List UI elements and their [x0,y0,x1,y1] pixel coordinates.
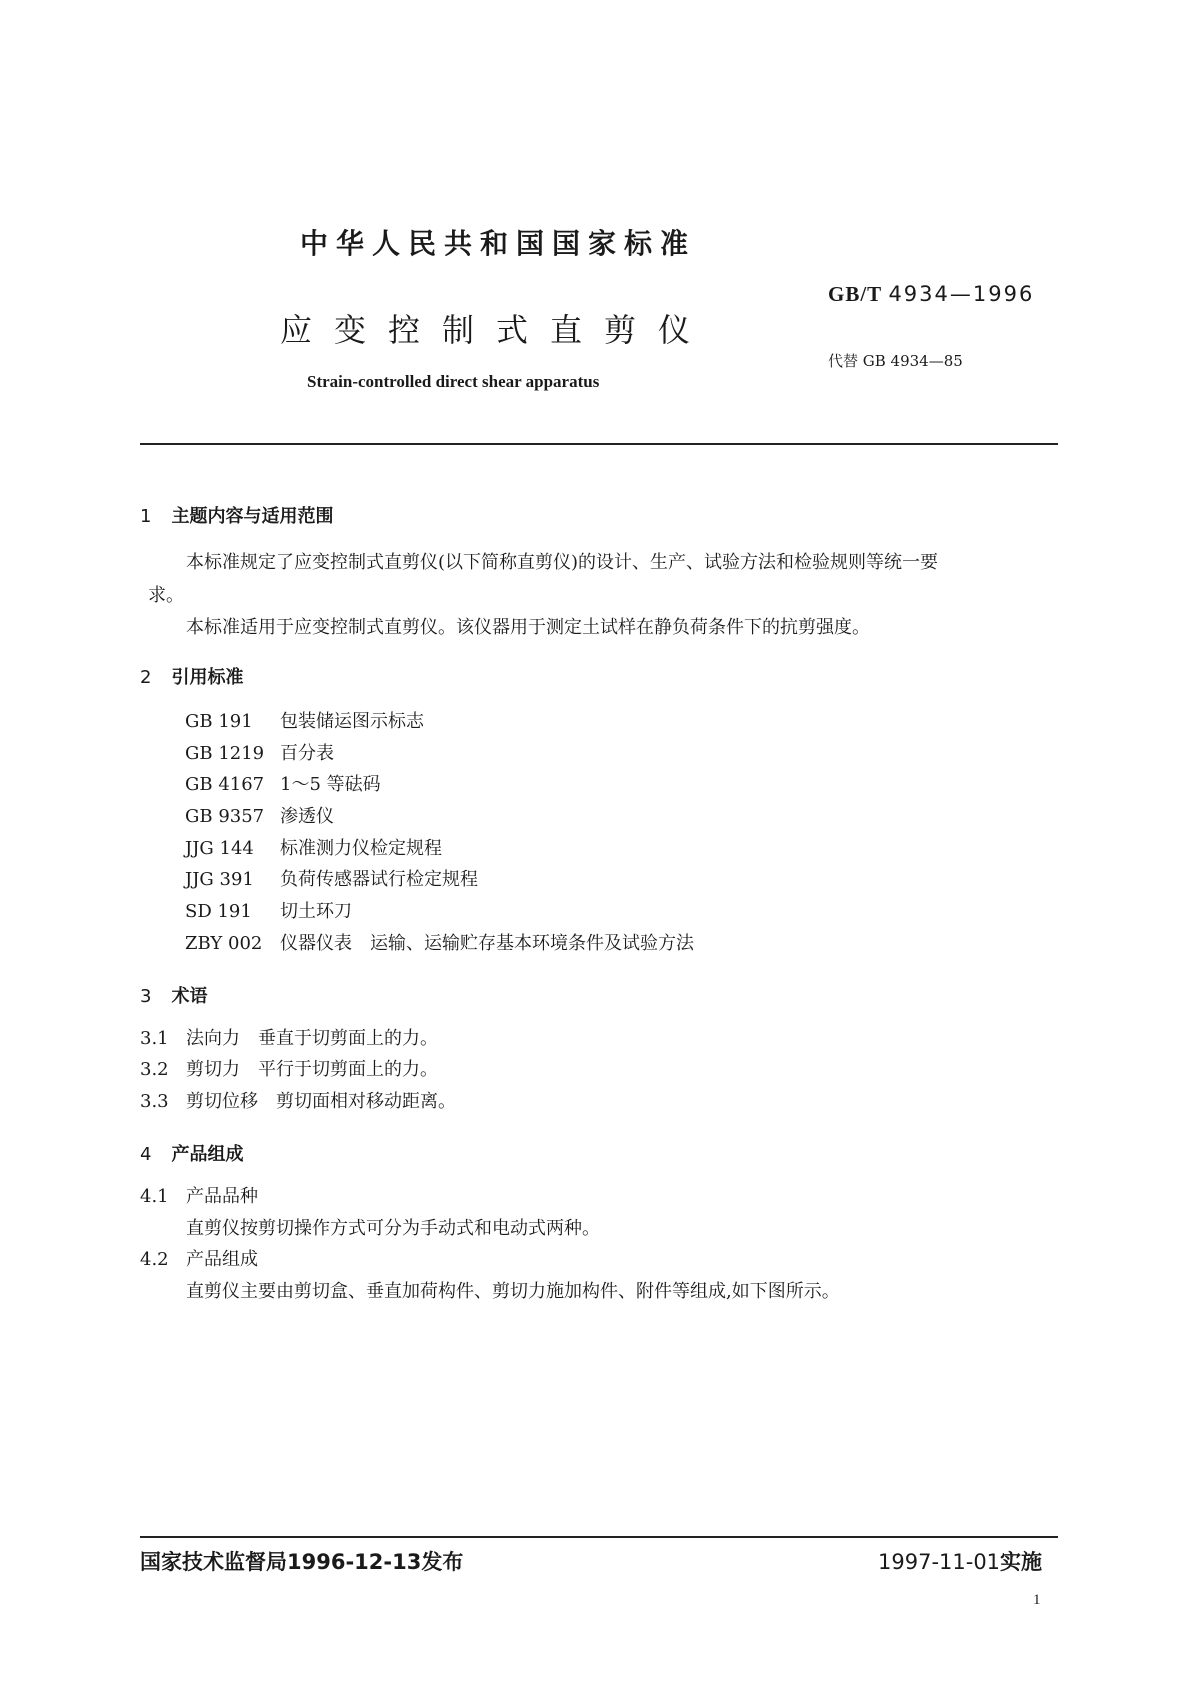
reference-item [185,935,694,953]
reference-name: 渗透仪 [280,806,334,827]
reference-name: 仪器仪表 运输、运输贮存基本环境条件及试验方法 [280,933,694,954]
standard-code-prefix: GB/T [828,282,883,306]
term-definition: 平行于切剪面上的力。 [258,1059,438,1080]
effective-date-value: 1997-11-01 [878,1550,1001,1574]
subsection-4-2-text: 直剪仪主要由剪切盒、垂直加荷构件、剪切力施加构件、附件等组成,如下图所示。 [186,1281,840,1302]
section-number: 3 [140,986,152,1007]
page-number: 1 [1033,1592,1041,1608]
subsection-title: 产品组成 [186,1249,258,1270]
section-3-heading [140,982,207,1008]
section-title: 产品组成 [171,1144,244,1165]
reference-name: 1～5 等砝码 [280,774,381,795]
reference-name: 包装储运图示标志 [280,711,424,732]
section-title: 术语 [171,986,208,1007]
reference-code: SD 191 [185,901,252,922]
term-name: 剪切位移 [186,1091,258,1112]
reference-item [185,776,381,794]
subsection-4-2 [140,1251,258,1269]
standard-code-number: 4934—1996 [888,282,1035,306]
reference-item [185,745,334,763]
reference-code: GB 9357 [185,806,265,827]
document-title-en: Strain-controlled direct shear apparatus [307,372,600,391]
footer-divider [140,1536,1058,1538]
issued-by: 国家技术监督局1996-12-13发布 [140,1550,464,1574]
subsection-number: 4.1 [140,1186,169,1207]
reference-code: JJG 144 [185,838,254,859]
replaces-note: 代替 GB 4934—85 [828,352,963,370]
effective-label: 实施 [1000,1550,1043,1574]
term-number: 3.2 [140,1059,169,1080]
document-title-cn: 应变控制式直剪仪 [280,311,713,349]
subsection-title: 产品品种 [186,1186,258,1207]
section-number: 4 [140,1144,152,1165]
reference-item [185,808,334,826]
term-definition: 剪切面相对移动距离。 [276,1091,456,1112]
subsection-4-1-text: 直剪仪按剪切操作方式可分为手动式和电动式两种。 [186,1218,600,1239]
reference-code: ZBY 002 [185,933,263,954]
section-title: 引用标准 [171,667,244,688]
reference-code: GB 1219 [185,743,265,764]
section-1-heading [140,502,333,528]
term-name: 法向力 [186,1028,240,1049]
term-number: 3.3 [140,1091,169,1112]
reference-name: 负荷传感器试行检定规程 [280,869,478,890]
section-4-heading [140,1140,243,1166]
term-definition: 垂直于切剪面上的力。 [258,1028,438,1049]
header-divider [140,443,1058,445]
standard-code [828,282,1034,307]
reference-item [185,903,352,921]
reference-name: 切土环刀 [280,901,352,922]
section-number: 2 [140,667,152,688]
subsection-number: 4.2 [140,1249,169,1270]
section-1-paragraph-1: 本标准规定了应变控制式直剪仪(以下简称直剪仪)的设计、生产、试验方法和检验规则等统一要 [186,552,939,573]
reference-name: 百分表 [280,743,334,764]
term-item [140,1093,456,1111]
term-number: 3.1 [140,1028,169,1049]
national-standard-header: 中华人民共和国国家标准 [300,227,697,260]
term-item [140,1061,438,1079]
subsection-4-1 [140,1188,258,1206]
reference-item [185,840,442,858]
term-name: 剪切力 [186,1059,240,1080]
section-2-heading [140,663,243,689]
reference-item [185,713,424,731]
reference-item [185,871,478,889]
term-item [140,1030,438,1048]
section-number: 1 [140,506,152,527]
reference-code: JJG 391 [185,869,254,890]
reference-name: 标准测力仪检定规程 [280,838,442,859]
reference-code: GB 191 [185,711,253,732]
section-1-paragraph-2: 本标准适用于应变控制式直剪仪。该仪器用于测定土试样在静负荷条件下的抗剪强度。 [186,617,870,638]
section-1-paragraph-1-cont: 求。 [148,585,184,606]
reference-code: GB 4167 [185,774,265,795]
section-title: 主题内容与适用范围 [171,506,334,527]
effective-date [878,1546,1042,1576]
